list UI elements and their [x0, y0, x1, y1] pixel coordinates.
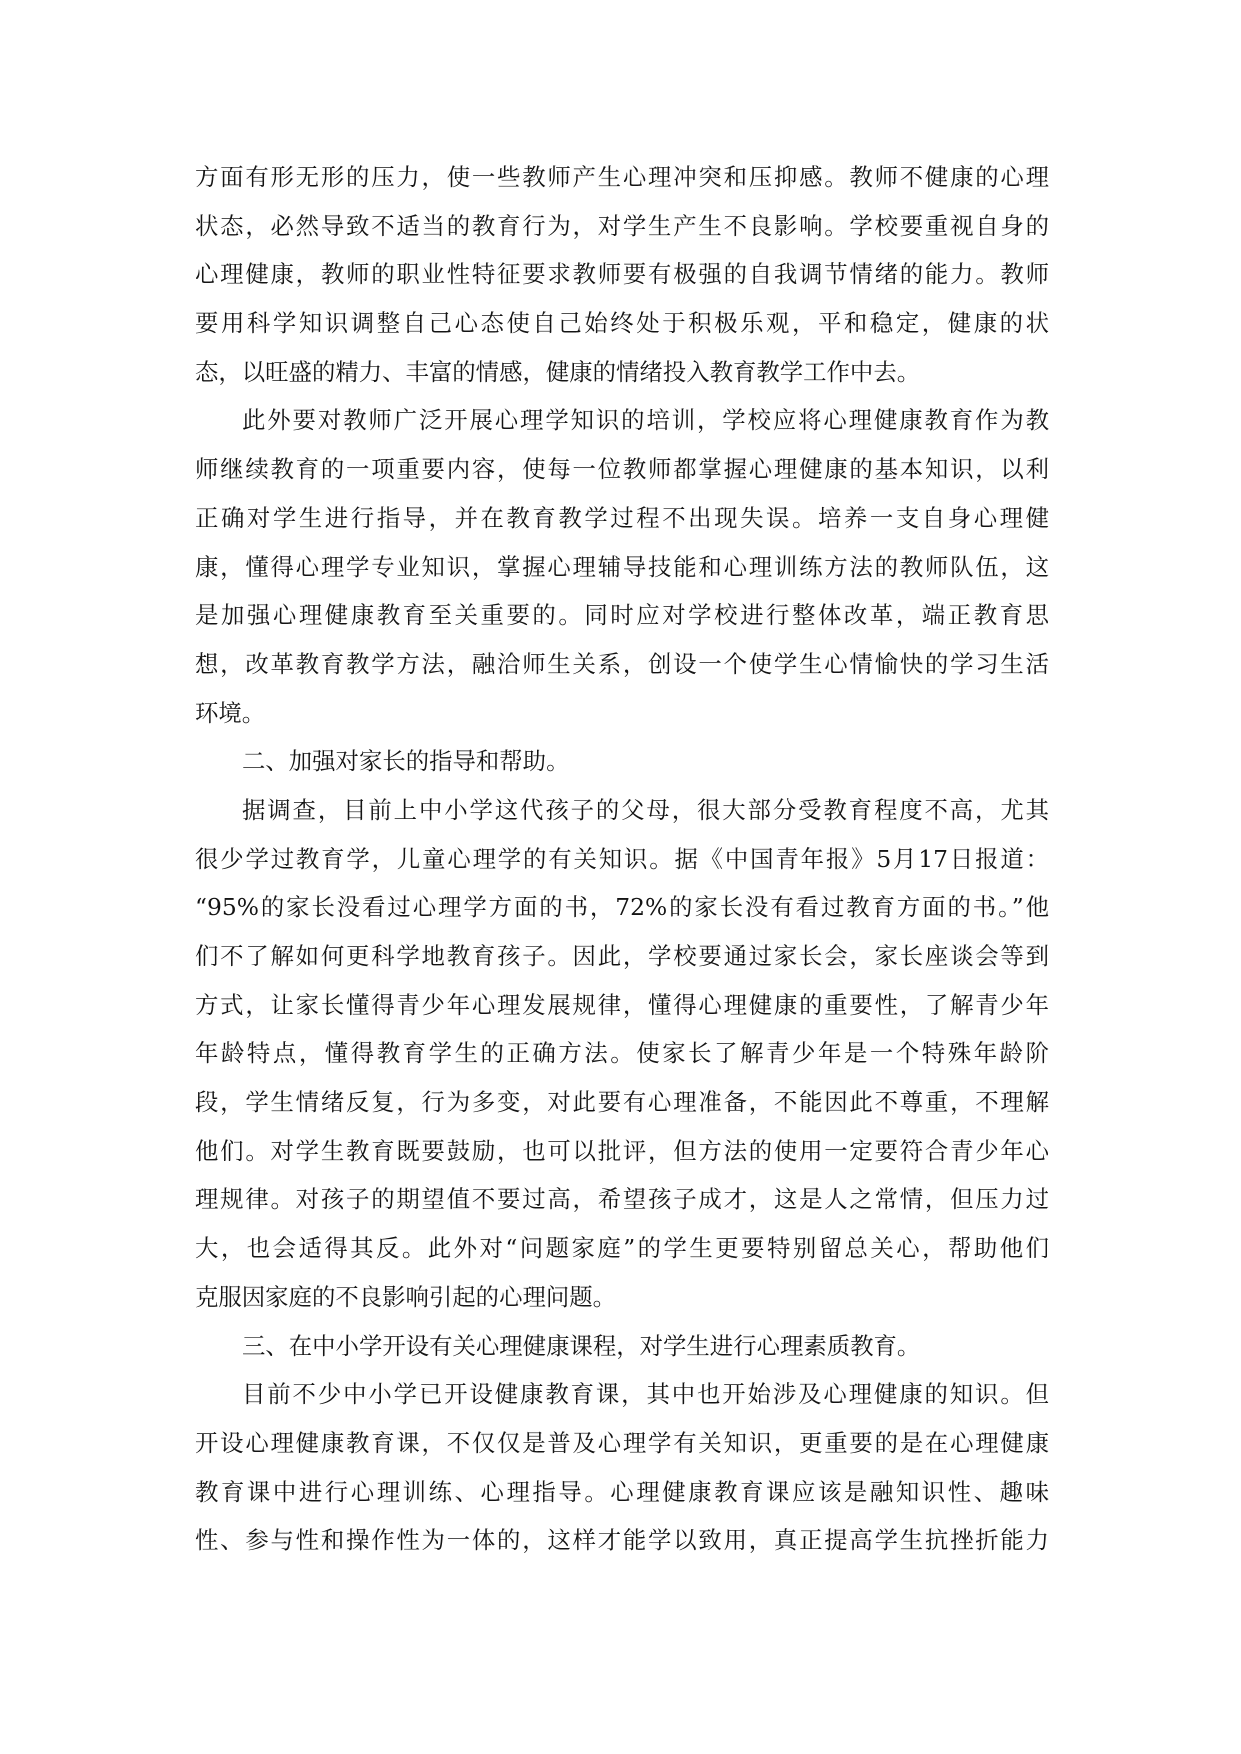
text-line: 开设心理健康教育课，不仅仅是普及心理学有关知识，更重要的是在心理健康 [195, 1428, 1049, 1457]
text-line: 师继续教育的一项重要内容，使每一位教师都掌握心理健康的基本知识，以利 [195, 455, 1049, 484]
text-line: 三、在中小学开设有关心理健康课程，对学生进行心理素质教育。 [242, 1331, 921, 1360]
text-line: 克服因家庭的不良影响引起的心理问题。 [195, 1282, 617, 1311]
text-line: 方面有形无形的压力，使一些教师产生心理冲突和压抑感。教师不健康的心理 [195, 163, 1049, 191]
text-line: 目前不少中小学已开设健康教育课，其中也开始涉及心理健康的知识。但 [242, 1380, 1049, 1409]
document-body [195, 153, 1049, 1565]
text-line: 康，懂得心理学专业知识，掌握心理辅导技能和心理训练方法的教师队伍，这 [195, 552, 1049, 581]
text-line: 要用科学知识调整自己心态使自己始终处于积极乐观，平和稳定，健康的状 [195, 309, 1049, 338]
text-line: 是加强心理健康教育至关重要的。同时应对学校进行整体改革，端正教育思 [195, 601, 1049, 630]
text-line: 很少学过教育学，儿童心理学的有关知识。据《中国青年报》5月17日报道： [195, 844, 1049, 873]
text-line: 理规律。对孩子的期望值不要过高，希望孩子成才，这是人之常情，但压力过 [195, 1185, 1049, 1214]
text-line: 此外要对教师广泛开展心理学知识的培训，学校应将心理健康教育作为教 [242, 406, 1049, 435]
text-line: 态，以旺盛的精力、丰富的情感，健康的情绪投入教育教学工作中去。 [195, 357, 921, 386]
text-line: 二、加强对家长的指导和帮助。 [242, 747, 570, 776]
text-line: 们不了解如何更科学地教育孩子。因此，学校要通过家长会，家长座谈会等到 [195, 942, 1049, 970]
text-line: 方式，让家长懂得青少年心理发展规律，懂得心理健康的重要性，了解青少年 [195, 990, 1049, 1019]
text-line: 教育课中进行心理训练、心理指导。心理健康教育课应该是融知识性、趣味 [195, 1477, 1049, 1506]
text-line: 想，改革教育教学方法，融洽师生关系，创设一个使学生心情愉快的学习生活 [195, 649, 1049, 678]
text-line: 他们。对学生教育既要鼓励，也可以批评，但方法的使用一定要符合青少年心 [195, 1136, 1049, 1165]
text-line: 正确对学生进行指导，并在教育教学过程不出现失误。培养一支自身心理健 [195, 503, 1049, 532]
text-line: “95%的家长没看过心理学方面的书，72%的家长没有看过教育方面的书。”他 [195, 893, 1049, 922]
text-line: 年龄特点，懂得教育学生的正确方法。使家长了解青少年是一个特殊年龄阶 [195, 1039, 1049, 1068]
text-line: 大，也会适得其反。此外对“问题家庭”的学生更要特别留总关心，帮助他们 [195, 1234, 1049, 1263]
text-line: 段，学生情绪反复，行为多变，对此要有心理准备，不能因此不尊重，不理解 [195, 1088, 1049, 1117]
text-line: 状态，必然导致不适当的教育行为，对学生产生不良影响。学校要重视自身的 [195, 211, 1049, 240]
text-line: 心理健康，教师的职业性特征要求教师要有极强的自我调节情绪的能力。教师 [195, 260, 1049, 289]
text-line: 环境。 [195, 698, 266, 727]
text-line: 性、参与性和操作性为一体的，这样才能学以致用，真正提高学生抗挫折能力 [195, 1526, 1049, 1555]
text-line: 据调查，目前上中小学这代孩子的父母，很大部分受教育程度不高，尤其 [242, 795, 1049, 824]
